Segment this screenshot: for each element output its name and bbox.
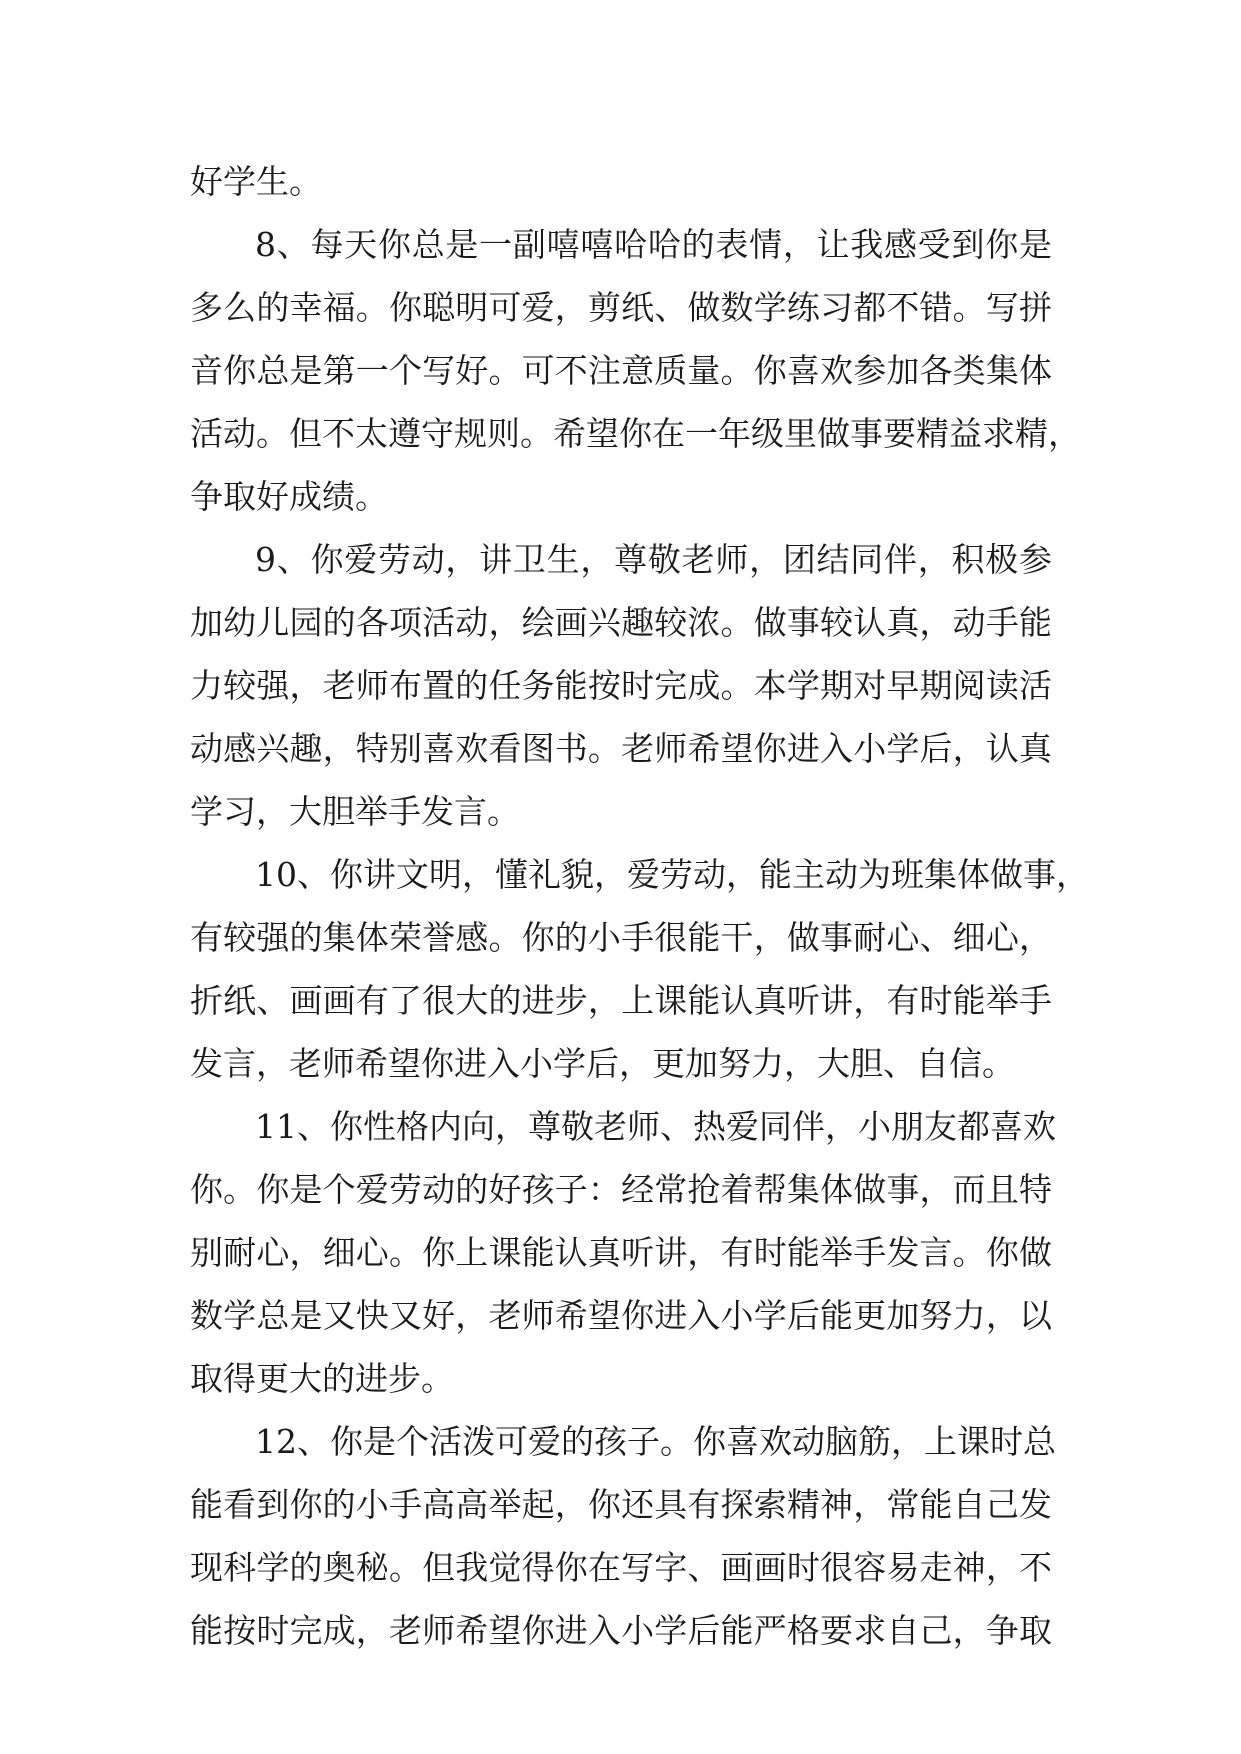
text-line: 折纸、画画有了很大的进步，上课能认真听讲，有时能举手: [190, 981, 1052, 1020]
text-line: 力较强，老师布置的任务能按时完成。本学期对早期阅读活: [190, 666, 1052, 705]
paragraph-12-first-line: 12、你是个活泼可爱的孩子。你喜欢动脑筋，上课时总: [255, 1422, 1056, 1461]
paragraph-9-first-line: 9、你爱劳动，讲卫生，尊敬老师，团结同伴，积极参: [255, 540, 1052, 579]
text-line: 争取好成绩。: [190, 477, 388, 516]
text-line: 数学总是又快又好，老师希望你进入小学后能更加努力，以: [190, 1296, 1052, 1335]
text-line: 别耐心，细心。你上课能认真听讲，有时能举手发言。你做: [190, 1233, 1052, 1272]
text-line: 取得更大的进步。: [190, 1359, 454, 1398]
text-line: 好学生。: [190, 162, 322, 201]
paragraph-10-first-line: 10、你讲文明，懂礼貌，爱劳动，能主动为班集体做事，: [255, 855, 1089, 894]
paragraph-11-first-line: 11、你性格内向，尊敬老师、热爱同伴，小朋友都喜欢: [255, 1107, 1056, 1146]
text-line: 音你总是第一个写好。可不注意质量。你喜欢参加各类集体: [190, 351, 1052, 390]
text-line: 活动。但不太遵守规则。希望你在一年级里做事要精益求精，: [190, 414, 1081, 453]
text-line: 有较强的集体荣誉感。你的小手很能干，做事耐心、细心，: [190, 918, 1052, 957]
text-line: 能看到你的小手高高举起，你还具有探索精神，常能自己发: [190, 1485, 1052, 1524]
text-line: 能按时完成，老师希望你进入小学后能严格要求自己，争取: [190, 1611, 1052, 1650]
text-line: 加幼儿园的各项活动，绘画兴趣较浓。做事较认真，动手能: [190, 603, 1052, 642]
text-line: 学习，大胆举手发言。: [190, 792, 520, 831]
text-line: 现科学的奥秘。但我觉得你在写字、画画时很容易走神，不: [190, 1548, 1052, 1587]
paragraph-8-first-line: 8、每天你总是一副嘻嘻哈哈的表情，让我感受到你是: [255, 225, 1052, 264]
text-line: 你。你是个爱劳动的好孩子：经常抢着帮集体做事，而且特: [190, 1170, 1052, 1209]
text-line: 多么的幸福。你聪明可爱，剪纸、做数学练习都不错。写拼: [190, 288, 1052, 327]
text-line: 发言，老师希望你进入小学后，更加努力，大胆、自信。: [190, 1044, 1015, 1083]
text-line: 动感兴趣，特别喜欢看图书。老师希望你进入小学后，认真: [190, 729, 1052, 768]
